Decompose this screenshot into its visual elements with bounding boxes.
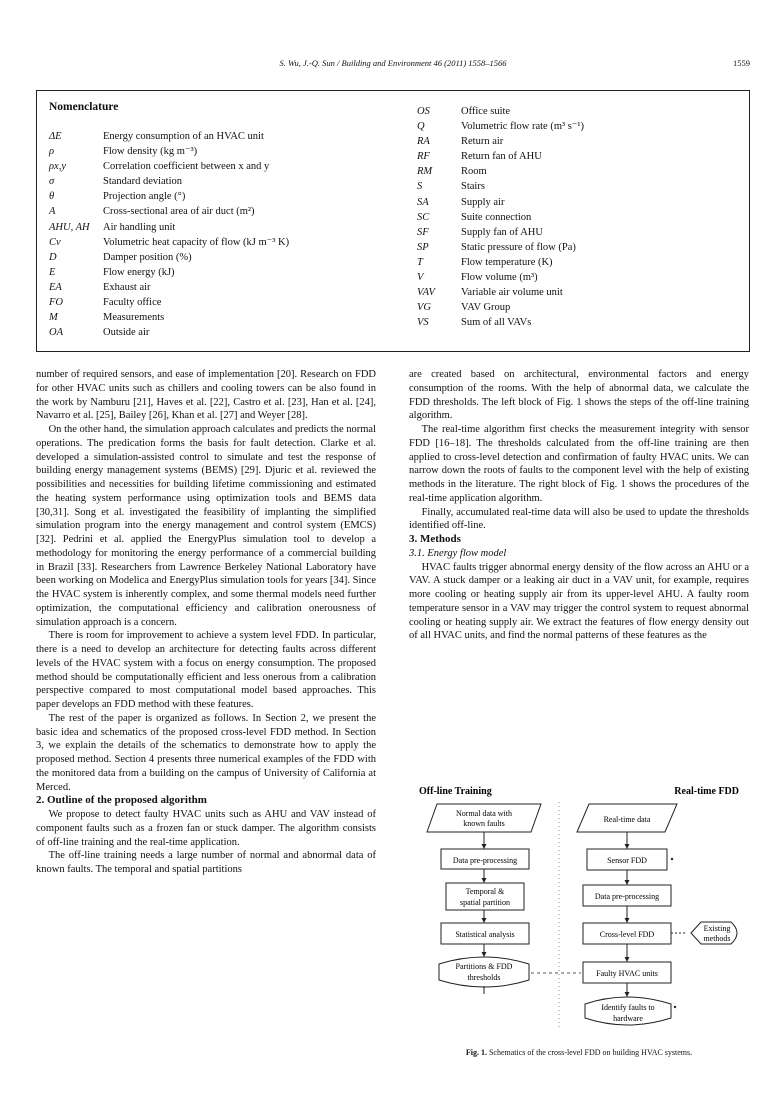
nomenclature-definition: Flow density (kg m⁻³) (103, 146, 198, 158)
nomenclature-definition: Damper position (%) (103, 251, 192, 263)
existing-line2: methods (703, 934, 731, 943)
nomenclature-symbol: σ (49, 176, 55, 188)
right-text-column (409, 368, 749, 643)
paragraph: Finally, accumulated real-time data will also be used to update the thresholds identified off-line. (409, 506, 749, 532)
paragraph: HVAC faults trigger abnormal energy density of the flow across an AHU or a VAV. A stuck damper or a leaking air duct in a VAV unit, for example, requires more cooling or heating supply air from its upper-level AHU. A faulty room temperature sensor in a VAV may trigger the control system to request abnormal cooling or heating supply air. We extract the features of flow energy density out of all HVAC units, and find the normal patterns of these features as the (409, 561, 749, 642)
paragraph: The rest of the paper is organized as follows. In Section 2, we present the basic idea and schematics of the proposed cross-level FDD method. In Section 3, we explain the details of the schematics to demonstrate how to apply the proposed method. Section 4 presents three numerical examples of the FDD with the monitored data from a building on the campus of University of California at Merced. (36, 712, 376, 793)
nomenclature-symbol: M (49, 312, 58, 324)
paragraph: On the other hand, the simulation approach calculates and predicts the normal operations. The predication forms the basis for fault detection. Clarke et al. developed a simulation-assisted control to simulate and test the response of building energy management systems (BEMS) [29]. Djuric et al. reviewed the possibilities and necessities for building lifetime commissioning and estimated the heating system performance using optimization tools and BEMS data [30,31]. Song et al. investigated the feasibility of implanting the simplified simulation program into the energy management and control system (EMCS) [32]. Pedrini et al. applied the EnergyPlus simulation tool to develop a methodology for monitoring the energy performance of a commercial building in Brazil [33]. Researchers from Lawrence Berkeley National Laboratory have been working on Modelica and EnergyPlus simulation tools for years [34]. Since the HVAC system is inherently complex, and some thermal models need further optimization, the computational efficiency and calibration onerousness of simulation approach is a concern. (36, 424, 376, 628)
nomenclature-symbol: Cv (49, 236, 61, 248)
nomenclature-symbol: S (417, 181, 423, 193)
nomenclature-row (49, 159, 394, 174)
nomenclature-definition: Energy consumption of an HVAC unit (103, 131, 264, 142)
nomenclature-row (417, 104, 747, 119)
thresholds-line2: thresholds (467, 973, 501, 982)
nomenclature-row (417, 179, 747, 194)
nomenclature-row (49, 265, 394, 280)
paragraph: We propose to detect faulty HVAC units such as AHU and VAV instead of component faults such as a frozen fan or stuck damper. The algorithm consists of off-line training and the real-time application. (36, 809, 376, 848)
nomenclature-row (417, 149, 747, 164)
nomenclature-symbol: A (49, 206, 56, 218)
page-header (36, 58, 750, 72)
caption-label: Fig. 1. (465, 1048, 487, 1057)
nomenclature-definition: Projection angle (°) (103, 191, 186, 203)
subsection-heading: 3.1. Energy flow model (409, 547, 507, 559)
nomenclature-row (417, 285, 747, 300)
nomenclature-definition: Room (461, 166, 487, 178)
nomenclature-row (49, 220, 394, 235)
figure-1 (409, 782, 749, 1032)
nomenclature-left-list (49, 129, 394, 340)
nomenclature-definition: Volumetric heat capacity of flow (kJ m⁻³ K) (103, 236, 290, 248)
nomenclature-symbol: Q (417, 121, 425, 133)
figure-caption (409, 1048, 749, 1057)
sensor-fdd-label: Sensor FDD (607, 856, 647, 865)
nomenclature-symbol: E (49, 266, 56, 278)
nomenclature-symbol: SP (417, 241, 429, 253)
running-header: S. Wu, J.-Q. Sun / Building and Environment 46 (2011) 1558–1566 (279, 58, 507, 68)
nomenclature-row (417, 300, 747, 315)
nomenclature-row (417, 255, 747, 270)
pre-right-label: Data pre-processing (594, 892, 660, 901)
nomenclature-title: Nomenclature (49, 101, 119, 113)
pre-left-label: Data pre-processing (452, 856, 518, 865)
nomenclature-definition: Variable air volume unit (461, 287, 563, 299)
thresholds-line1: Partitions & FDD (455, 962, 513, 971)
identify-line1: Identify faults to (601, 1003, 655, 1012)
page-number: 1559 (733, 58, 750, 68)
nomenclature-definition: Cross-sectional area of air duct (m²) (103, 206, 255, 218)
normal-data-line1: Normal data with (456, 809, 512, 818)
nomenclature-row (49, 280, 394, 295)
paragraph: The real-time algorithm first checks the measurement integrity with sensor FDD [16–18]. The thresholds calculated from the off-line training are then applied to cross-level detection and confirmation of faulty HVAC units. We can narrow down the roots of faults to the component level with the help of existing methods in the literature. The right block of Fig. 1 shows the procedures of the real-time application algorithm. (409, 424, 749, 504)
nomenclature-definition: Standard deviation (103, 176, 183, 188)
nomenclature-row (417, 195, 747, 210)
nomenclature-definition: Volumetric flow rate (m³ s⁻¹) (461, 121, 585, 133)
realtime-title: Real-time FDD (674, 786, 739, 797)
nomenclature-definition: Static pressure of flow (Pa) (461, 241, 576, 253)
partition-line1: Temporal & (465, 887, 505, 896)
nomenclature-row (417, 315, 747, 330)
nomenclature-definition: Faculty office (103, 297, 162, 309)
nomenclature-row (49, 174, 394, 189)
nomenclature-symbol: θ (49, 191, 55, 203)
nomenclature-symbol: RF (417, 151, 430, 163)
nomenclature-symbol: V (417, 272, 424, 284)
nomenclature-symbol: ΔE (49, 131, 62, 142)
nomenclature-row (417, 210, 747, 225)
nomenclature-definition: Exhaust air (103, 281, 151, 293)
dot-marker (671, 858, 673, 860)
nomenclature-symbol: ρ (49, 146, 55, 158)
nomenclature-symbol: SF (417, 226, 429, 238)
nomenclature-definition: Outside air (103, 327, 150, 339)
realtime-data-label: Real-time data (603, 815, 651, 824)
identify-line2: hardware (613, 1014, 643, 1023)
nomenclature-symbol: D (49, 251, 57, 263)
nomenclature-symbol: VAV (417, 287, 435, 299)
nomenclature-definition: Correlation coefficient between x and y (103, 161, 270, 173)
nomenclature-right-list (417, 104, 747, 330)
section-heading: 2. Outline of the proposed algorithm (36, 794, 207, 807)
nomenclature-row (417, 270, 747, 285)
nomenclature-symbol: VG (417, 302, 431, 314)
nomenclature-definition: Measurements (103, 312, 165, 324)
nomenclature-symbol: OA (49, 327, 63, 339)
nomenclature-row (49, 325, 394, 340)
nomenclature-definition: VAV Group (461, 302, 511, 314)
faulty-label: Faulty HVAC units (596, 969, 658, 978)
nomenclature-row (49, 235, 394, 250)
nomenclature-symbol: SA (417, 196, 429, 208)
nomenclature-symbol: SC (417, 211, 430, 223)
nomenclature-definition: Return air (461, 136, 504, 148)
nomenclature-row (49, 144, 394, 159)
nomenclature-symbol: ρx,y (49, 161, 66, 173)
offline-title: Off-line Training (419, 786, 492, 797)
nomenclature-box (36, 90, 750, 352)
nomenclature-symbol: AHU, AH (49, 221, 90, 233)
nomenclature-row (49, 310, 394, 325)
nomenclature-definition: Office suite (461, 106, 511, 117)
partition-line2: spatial partition (460, 898, 510, 907)
nomenclature-symbol: EA (49, 281, 62, 293)
nomenclature-row (49, 250, 394, 265)
nomenclature-definition: Flow temperature (K) (461, 256, 553, 268)
normal-data-line2: known faults (463, 819, 505, 828)
nomenclature-symbol: T (417, 256, 423, 268)
dot-marker (674, 1006, 676, 1008)
nomenclature-row (49, 189, 394, 204)
existing-line1: Existing (703, 924, 731, 933)
nomenclature-symbol: FO (49, 297, 63, 309)
nomenclature-row (49, 129, 394, 144)
nomenclature-symbol: VS (417, 317, 429, 329)
caption-text: Schematics of the cross-level FDD on building HVAC systems. (488, 1048, 693, 1057)
nomenclature-definition: Suite connection (461, 211, 532, 223)
flowchart (409, 782, 749, 1032)
paragraph: are created based on architectural, environmental factors and energy consumption of the rooms. With the help of abnormal data, we calculate the FDD thresholds. The left block of Fig. 1 shows the steps of the off-line training algorithm. (409, 369, 749, 422)
nomenclature-row (417, 225, 747, 240)
paragraph: The off-line training needs a large number of normal and abnormal data of known faults. The temporal and spatial partitions (36, 850, 376, 875)
nomenclature-symbol: OS (417, 106, 430, 117)
nomenclature-definition: Sum of all VAVs (461, 317, 532, 329)
nomenclature-definition: Stairs (461, 181, 485, 193)
stats-label: Statistical analysis (455, 930, 515, 939)
nomenclature-definition: Flow energy (kJ) (103, 266, 175, 278)
nomenclature-definition: Flow volume (m³) (461, 272, 538, 284)
nomenclature-definition: Air handling unit (103, 221, 176, 233)
nomenclature-row (49, 295, 394, 310)
nomenclature-symbol: RM (417, 166, 433, 178)
nomenclature-symbol: RA (417, 136, 430, 148)
section-heading: 3. Methods (409, 533, 461, 545)
nomenclature-row (49, 204, 394, 219)
nomenclature-row (417, 119, 747, 134)
cross-fdd-label: Cross-level FDD (599, 930, 655, 939)
nomenclature-definition: Return fan of AHU (461, 151, 542, 163)
nomenclature-row (417, 134, 747, 149)
nomenclature-row (417, 164, 747, 179)
nomenclature-row (417, 240, 747, 255)
nomenclature-definition: Supply air (461, 196, 505, 208)
paragraph: There is room for improvement to achieve a system level FDD. In particular, there is a need to develop an architecture for detecting faults across different levels of the HVAC system with a focus on energy consumption. The proposed method should be computationally efficient and less onerous from a calibration perspective compared to most computational model based approaches. This paper develops an FDD method with these features. (36, 630, 376, 710)
paragraph: number of required sensors, and ease of implementation [20]. Research on FDD for other HVAC units such as chillers and cooling towers can be also found in the work by Namburu [21], Haves et al. [22], Castro et al. [23], Han et al. [24], Navarro et al. [25], Bailey [26], Khan et al. [27] and Weyer [28]. (36, 369, 376, 422)
left-text-column (36, 368, 376, 877)
nomenclature-definition: Supply fan of AHU (461, 226, 543, 238)
